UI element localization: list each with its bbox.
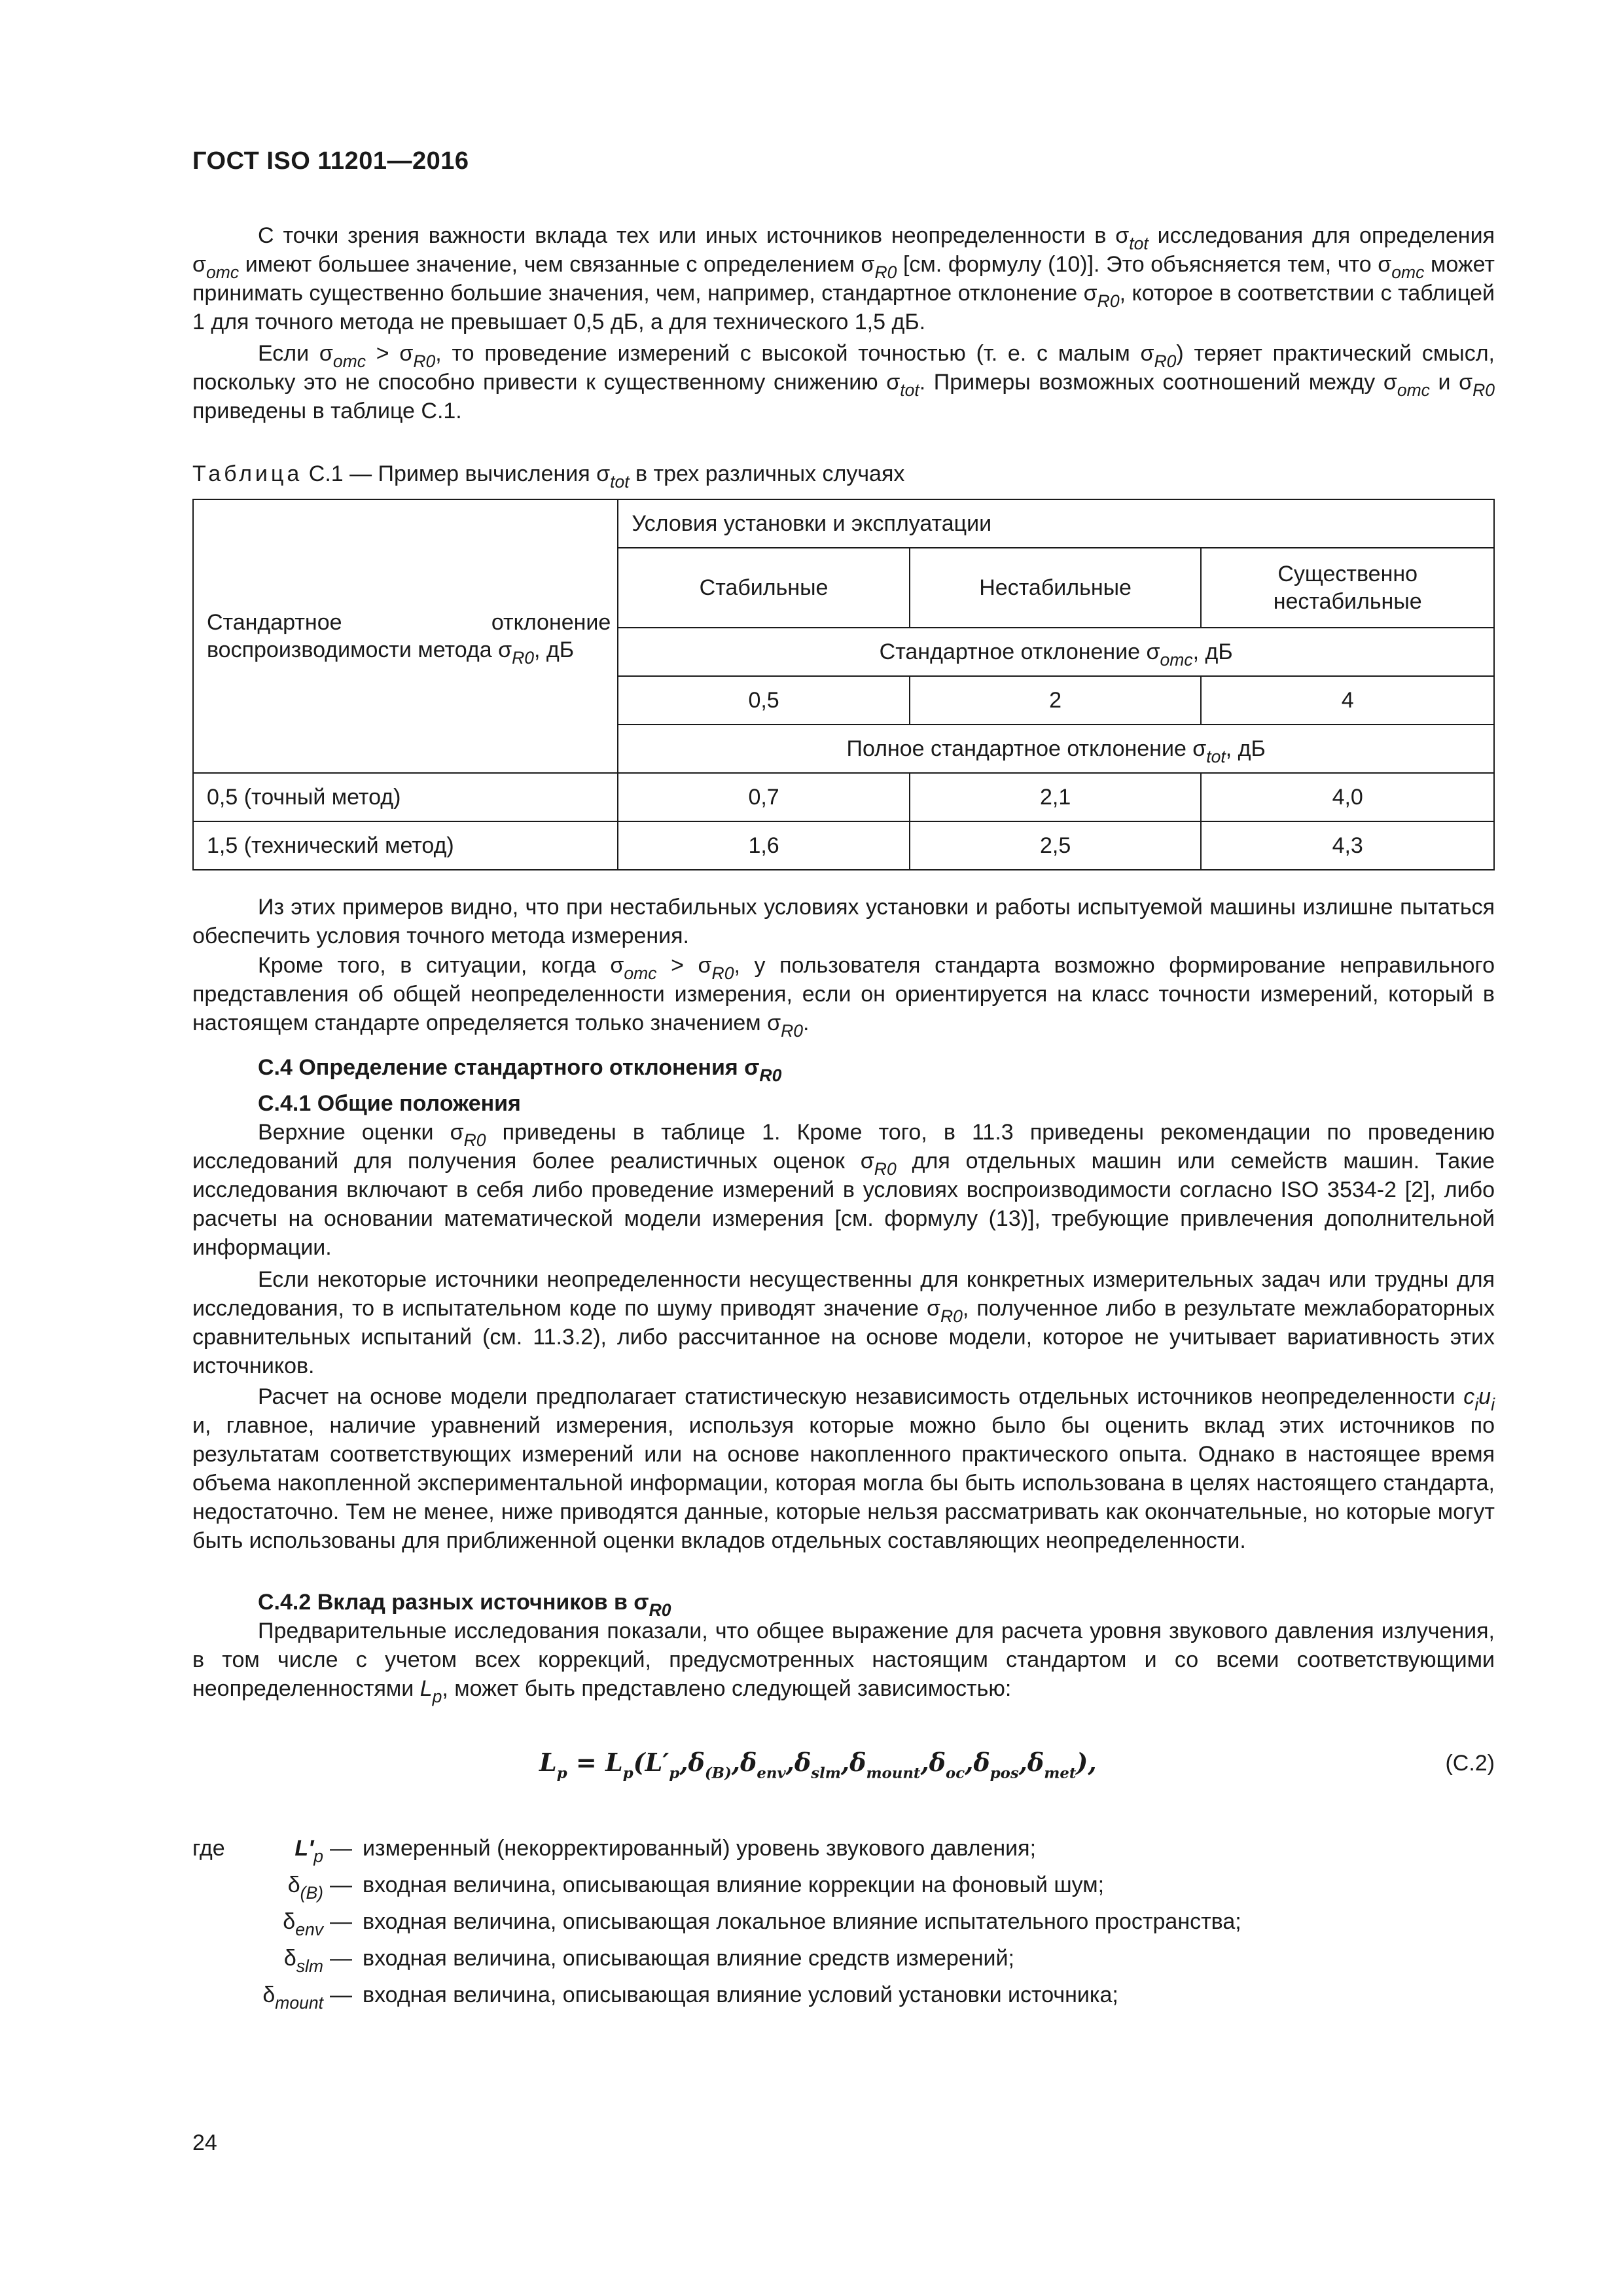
text: входная величина, описывающая влияние коррекции на фоновый шум; bbox=[363, 1873, 1105, 1897]
paragraph-1 bbox=[192, 221, 1495, 336]
col-unstable: Нестабильные bbox=[910, 548, 1202, 628]
text: , у пользователя стандарта возможно формирование неправильного представления об общей неопределенности измерения, если он ориентируется на класс точности измерений, который в настоящем стандарте определяется только значением σ bbox=[192, 953, 1495, 1035]
subscript: (B) bbox=[300, 1883, 323, 1903]
text: входная величина, описывающая локальное влияние испытательного пространства; bbox=[363, 1909, 1241, 1934]
table-cell: 4 bbox=[1201, 676, 1494, 725]
text: измеренный (некорректированный) уровень звукового давления; bbox=[363, 1836, 1037, 1861]
text: Из этих примеров видно, что при нестабильных условиях установки и работы испытуемой машины излишне пытаться обеспечить условия точного метода измерения. bbox=[192, 895, 1495, 948]
subscript: omc bbox=[1397, 380, 1430, 401]
dash: — bbox=[330, 1873, 352, 1897]
text: и, главное, наличие уравнений измерения, используя которые можно было бы оценить вклад этих источников по результатам соответствующих измерений или на основе накопленного практического опыта. Однако в настоящее время объема накопленной экспериментальной информации, которая могла бы быть использована в целях настоящего стандарта, недостаточно. Тем не менее, ниже приводятся данные, которые нельзя рассматривать как окончательные, но которые могут быть использованы для приближенной оценки вкладов отдельных составляющих неопределенности. bbox=[192, 1413, 1495, 1553]
text: (L′ bbox=[633, 1748, 669, 1777]
text: С точки зрения важности вклада тех или иных источников неопределенности в σ bbox=[258, 223, 1130, 248]
text: Верхние оценки σ bbox=[258, 1120, 464, 1145]
text: > σ bbox=[365, 341, 414, 366]
text: > σ bbox=[656, 953, 712, 978]
text: С.4.1 Общие положения bbox=[258, 1091, 521, 1116]
subscript: R0 bbox=[874, 1159, 897, 1179]
list-item bbox=[192, 1940, 1495, 1977]
dash: — bbox=[330, 1909, 352, 1934]
paragraph-7 bbox=[192, 1382, 1495, 1555]
text: δ bbox=[283, 1946, 296, 1971]
subscript: R0 bbox=[1472, 380, 1495, 401]
text: ,δ bbox=[965, 1748, 990, 1777]
subscript: p bbox=[432, 1687, 442, 1707]
table-cell: 1,5 (технический метод) bbox=[193, 821, 618, 870]
table-row bbox=[193, 773, 1494, 821]
dash: — bbox=[330, 1836, 352, 1861]
formula-number: (С.2) bbox=[1445, 1751, 1495, 1776]
subscript: omc bbox=[1160, 650, 1193, 670]
text: δ bbox=[262, 1982, 276, 2007]
text: исследования для определения σ bbox=[192, 223, 1495, 277]
text: Полное стандартное отклонение σ bbox=[846, 736, 1207, 761]
table-cell: 1,6 bbox=[618, 821, 910, 870]
text: входная величина, описывающая влияние средств измерений; bbox=[363, 1946, 1014, 1971]
text: [см. формулу (10)]. Это объясняется тем, что σ bbox=[897, 252, 1392, 277]
subscript: env bbox=[757, 1765, 786, 1782]
text: . Примеры возможных соотношений между σ bbox=[919, 370, 1397, 395]
text: L bbox=[539, 1748, 557, 1777]
text: , дБ bbox=[1225, 736, 1266, 761]
table-cell: 4,3 bbox=[1201, 821, 1494, 870]
text: Стандартное отклонение воспроизводимости метода σ bbox=[207, 610, 611, 662]
omc-label bbox=[618, 628, 1494, 676]
text: Расчет на основе модели предполагает статистическую независимость отдельных источников неопределенности bbox=[258, 1384, 1464, 1409]
dash: — bbox=[330, 1946, 352, 1971]
text: имеют большее значение, чем связанные с определением σ bbox=[239, 252, 875, 277]
subscript: met bbox=[1044, 1765, 1077, 1782]
where-word: где bbox=[192, 1836, 225, 1861]
text: С.4 Определение стандартного отклонения σ bbox=[258, 1055, 760, 1080]
text: ,δ bbox=[1018, 1748, 1044, 1777]
list-item bbox=[192, 1977, 1495, 2013]
paragraph-5 bbox=[192, 1118, 1495, 1262]
subscript: R0 bbox=[463, 1130, 486, 1151]
text: , полученное либо в результате межлабораторных сравнительных испытаний (см. 11.3.2), либо рассчитанное на основе модели, которое не учитывает вариативность этих источников. bbox=[192, 1296, 1495, 1378]
document-header: ГОСТ ISO 11201—2016 bbox=[192, 147, 469, 175]
dash: — bbox=[330, 1982, 352, 2007]
conditions-header: Условия установки и эксплуатации bbox=[618, 499, 1494, 548]
text: приведены в таблице С.1. bbox=[192, 399, 462, 423]
subscript: omc bbox=[332, 351, 366, 372]
table-caption bbox=[192, 459, 1495, 492]
text: δ bbox=[287, 1873, 300, 1897]
subscript: mount bbox=[275, 1993, 323, 2013]
subscript: R0 bbox=[1154, 351, 1177, 372]
text: в трех различных случаях bbox=[629, 461, 905, 486]
page-number: 24 bbox=[192, 2130, 217, 2155]
list-item bbox=[192, 1903, 1495, 1940]
text: , дБ bbox=[1192, 639, 1233, 664]
table-row bbox=[193, 821, 1494, 870]
text: ,δ bbox=[679, 1748, 705, 1777]
subscript: R0 bbox=[1097, 291, 1120, 312]
text: С.1 — Пример вычисления σ bbox=[302, 461, 611, 486]
text: u bbox=[1478, 1384, 1491, 1409]
table-cell: 0,7 bbox=[618, 773, 910, 821]
subscript: R0 bbox=[940, 1306, 963, 1327]
text: L′ bbox=[294, 1836, 314, 1861]
text: Кроме того, в ситуации, когда σ bbox=[258, 953, 624, 978]
table-cell: 0,5 bbox=[618, 676, 910, 725]
caption-word: Таблица bbox=[192, 461, 303, 486]
table-row bbox=[193, 499, 1494, 548]
row-header-cell bbox=[193, 499, 618, 773]
paragraph-4 bbox=[192, 951, 1495, 1041]
text: , то проведение измерений с высокой точностью (т. е. с малым σ bbox=[435, 341, 1154, 366]
subscript: omc bbox=[624, 963, 657, 984]
subscript: slm bbox=[811, 1765, 841, 1782]
text: приведены в таблице 1. Кроме того, в 11.3 приведены рекомендации по проведению исследований для получения более реалистичных оценок σ bbox=[192, 1120, 1495, 1174]
text: Если σ bbox=[258, 341, 333, 366]
text: δ bbox=[283, 1909, 296, 1934]
subscript: i bbox=[1474, 1395, 1479, 1415]
list-item bbox=[192, 1830, 1495, 1867]
text: c bbox=[1463, 1384, 1475, 1409]
paragraph-8 bbox=[192, 1617, 1495, 1707]
text: Стандартное отклонение σ bbox=[879, 639, 1160, 664]
subscript: R0 bbox=[759, 1066, 782, 1086]
subscript: R0 bbox=[413, 351, 436, 372]
formula-c2 bbox=[539, 1748, 1097, 1782]
subscript: tot bbox=[900, 380, 919, 401]
symbol bbox=[232, 1867, 330, 1903]
section-heading-c42 bbox=[192, 1588, 1495, 1621]
tot-label bbox=[618, 725, 1494, 773]
text: L bbox=[419, 1676, 433, 1701]
text: = L bbox=[567, 1748, 623, 1777]
subscript: p bbox=[556, 1765, 567, 1782]
text: может принимать существенно большие значения, чем, например, стандартное отклонение σ bbox=[192, 252, 1495, 306]
section-heading-c41 bbox=[192, 1089, 1495, 1118]
subscript: mount bbox=[866, 1765, 921, 1782]
where-list bbox=[192, 1830, 1495, 2013]
subscript: R0 bbox=[512, 648, 534, 668]
subscript: R0 bbox=[874, 262, 897, 283]
text: ), bbox=[1076, 1748, 1097, 1777]
text: . bbox=[803, 1011, 810, 1035]
text: ,δ bbox=[920, 1748, 946, 1777]
text: Предварительные исследования показали, что общее выражение для расчета уровня звукового давления излучения, в том числе с учетом всех коррекций, предусмотренных настоящим стандартом и со всеми соответствующими неопределенностями bbox=[192, 1619, 1495, 1701]
subscript: tot bbox=[1206, 747, 1226, 767]
subscript: i bbox=[1491, 1395, 1495, 1415]
subscript: p bbox=[669, 1765, 680, 1782]
table-cell: 2,1 bbox=[910, 773, 1202, 821]
subscript: slm bbox=[296, 1956, 323, 1977]
text: для отдельных машин или семейств машин. Такие исследования включают в себя либо проведение измерений в условиях воспроизводимости согласно ISO 3534-2 [2], либо расчеты на основании математической модели измерения [см. формулу (13)], требующие привлечения дополнительной информации. bbox=[192, 1149, 1495, 1260]
symbol bbox=[232, 1903, 330, 1940]
paragraph-2 bbox=[192, 339, 1495, 425]
col-very-unstable: Существенно нестабильные bbox=[1201, 548, 1494, 628]
text: ,δ bbox=[840, 1748, 866, 1777]
table-cell: 0,5 (точный метод) bbox=[193, 773, 618, 821]
subscript: R0 bbox=[781, 1021, 803, 1041]
text: , может быть представлено следующей зависимостью: bbox=[442, 1676, 1012, 1701]
subscript: pos bbox=[990, 1765, 1019, 1782]
subscript: tot bbox=[1129, 234, 1149, 254]
symbol bbox=[232, 1940, 330, 1977]
table-cell: 2 bbox=[910, 676, 1202, 725]
text: С.4.2 Вклад разных источников в σ bbox=[258, 1590, 649, 1615]
subscript: omc bbox=[1391, 262, 1425, 283]
subscript: (B) bbox=[704, 1765, 732, 1782]
document-page bbox=[192, 0, 1495, 2296]
col-stable: Стабильные bbox=[618, 548, 910, 628]
subscript: env bbox=[295, 1920, 323, 1940]
table-c1 bbox=[192, 499, 1495, 870]
text: ,δ bbox=[731, 1748, 757, 1777]
section-heading-c4 bbox=[192, 1053, 1495, 1086]
text: , которое в соответствии с таблицей 1 для точного метода не превышает 0,5 дБ, а для технического 1,5 дБ. bbox=[192, 281, 1495, 334]
subscript: p bbox=[313, 1846, 323, 1867]
text: , дБ bbox=[533, 637, 575, 662]
subscript: oc bbox=[946, 1765, 965, 1782]
text: и σ bbox=[1429, 370, 1473, 395]
paragraph-3 bbox=[192, 893, 1495, 950]
subscript: R0 bbox=[711, 963, 734, 984]
subscript: tot bbox=[610, 472, 630, 492]
text: Если некоторые источники неопределенности несущественны для конкретных измерительных задач или трудны для исследования, то в испытательном коде по шуму приводят значение σ bbox=[192, 1267, 1495, 1321]
text: входная величина, описывающая влияние условий установки источника; bbox=[363, 1982, 1118, 2007]
list-item bbox=[192, 1867, 1495, 1903]
text: ,δ bbox=[785, 1748, 812, 1777]
symbol bbox=[232, 1977, 330, 2013]
table-cell: 2,5 bbox=[910, 821, 1202, 870]
table-cell: 4,0 bbox=[1201, 773, 1494, 821]
subscript: p bbox=[622, 1765, 633, 1782]
paragraph-6 bbox=[192, 1265, 1495, 1380]
text: ) теряет практический смысл, поскольку это не способно привести к существенному снижению σ bbox=[192, 341, 1495, 395]
subscript: R0 bbox=[649, 1600, 671, 1621]
subscript: omc bbox=[205, 262, 240, 283]
symbol bbox=[232, 1830, 330, 1867]
